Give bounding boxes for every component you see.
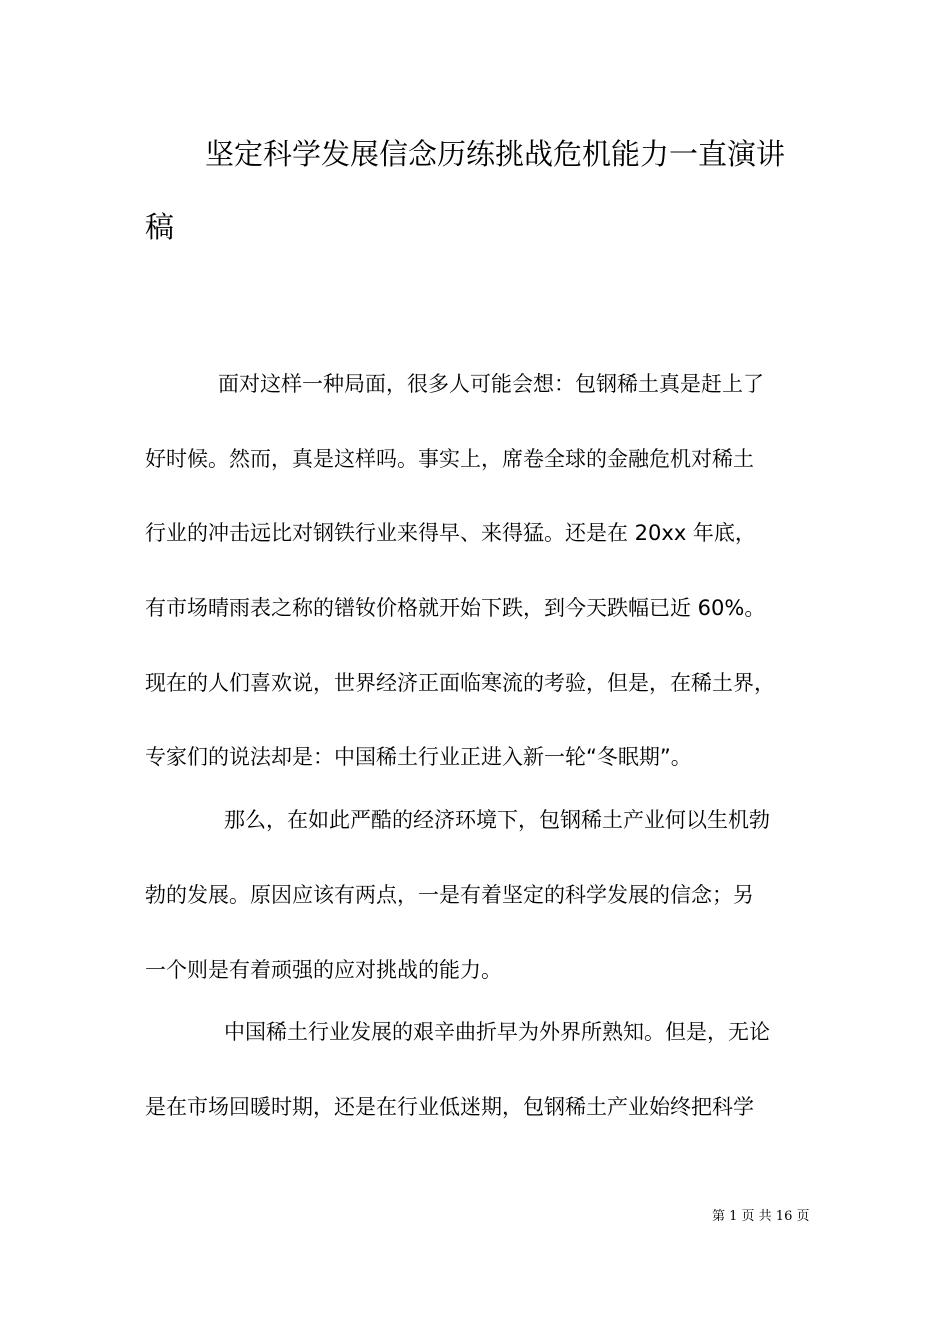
- paragraph-line: 是在市场回暖时期，还是在行业低迷期，包钢稀土产业始终把科学: [145, 1095, 754, 1119]
- paragraph-line: 那么，在如此严酷的经济环境下，包钢稀土产业何以生机勃: [224, 808, 770, 832]
- paragraph-line: 一个则是有着顽强的应对挑战的能力。: [145, 958, 502, 982]
- paragraph-line: 中国稀土行业发展的艰辛曲折早为外界所熟知。但是，无论: [224, 1020, 770, 1044]
- page-number-footer: 第 1 页 共 16 页: [712, 1209, 810, 1224]
- paragraph-line: 有市场晴雨表之称的镨钕价格就开始下跌，到今天跌幅已近 60%。: [145, 596, 766, 620]
- paragraph-line: 专家们的说法却是：中国稀土行业正进入新一轮“冬眠期”。: [145, 745, 692, 769]
- paragraph-line: 勃的发展。原因应该有两点，一是有着坚定的科学发展的信念；另: [145, 883, 754, 907]
- paragraph-line: 好时候。然而，真是这样吗。事实上，席卷全球的金融危机对稀土: [145, 447, 754, 471]
- paragraph-line: 面对这样一种局面，很多人可能会想：包钢稀土真是赶上了: [218, 372, 764, 396]
- document-title-line-1: 坚定科学发展信念历练挑战危机能力一直演讲: [205, 137, 786, 171]
- paragraph-line: 现在的人们喜欢说，世界经济正面临寒流的考验，但是，在稀土界，: [145, 671, 775, 695]
- document-title-line-2: 稿: [145, 210, 175, 244]
- paragraph-line: 行业的冲击远比对钢铁行业来得早、来得猛。还是在 20xx 年底，: [145, 521, 756, 545]
